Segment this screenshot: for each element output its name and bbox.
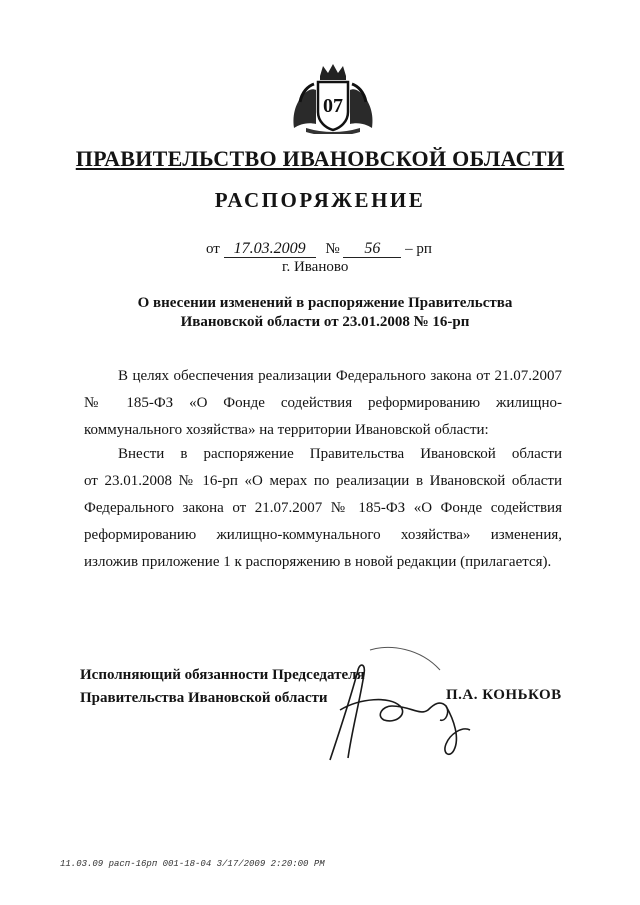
body-line: изложив приложение 1 к распоряжению в новой редакции (прилагается).	[84, 554, 552, 570]
body-line: Федерального закона от 21.07.2007 № 185-ФЗ «О Фонде содействия	[84, 500, 562, 516]
document-type-title: РАСПОРЯЖЕНИЕ	[214, 188, 426, 212]
date-prefix: от	[206, 241, 220, 257]
body-line: Внести в распоряжение Правительства Ивановской области	[118, 446, 562, 462]
signatory-name: П.А. КОНЬКОВ	[446, 687, 562, 703]
signatory-line-2: Правительства Ивановской области	[80, 690, 328, 706]
emblem-shield-text: 07	[323, 95, 343, 117]
handwritten-signature	[300, 640, 490, 770]
subject-line-2: Ивановской области от 23.01.2008 № 16-рп	[180, 314, 470, 330]
body-paragraph-1	[84, 363, 562, 444]
document-date: 17.03.2009	[224, 240, 316, 258]
government-title: ПРАВИТЕЛЬСТВО ИВАНОВСКОЙ ОБЛАСТИ	[75, 146, 565, 171]
city-name: г. Иваново	[282, 259, 349, 275]
body-line: от 23.01.2008 № 16-рп «О мерах по реализации в Ивановской области	[84, 473, 562, 489]
signatory-line-1: Исполняющий обязанности Председателя	[80, 667, 365, 683]
document-number-line	[206, 240, 432, 258]
file-footer: 11.03.09 расп-16рп 001-18-04 3/17/2009 2:20:00 PM	[60, 859, 325, 869]
number-sign: №	[325, 241, 340, 257]
body-paragraph-2	[84, 441, 562, 576]
number-suffix: – рп	[405, 241, 432, 257]
document-number: 56	[343, 240, 401, 258]
document-subject	[110, 294, 540, 332]
body-line: коммунального хозяйства» на территории Ивановской области:	[84, 422, 489, 438]
coat-of-arms-emblem	[290, 62, 376, 134]
subject-line-1: О внесении изменений в распоряжение Правительства	[137, 295, 513, 311]
body-line: реформированию жилищно-коммунального хозяйства» изменения,	[84, 527, 562, 543]
body-line: В целях обеспечения реализации Федерального закона от 21.07.2007	[118, 368, 562, 384]
body-line: № 185-ФЗ «О Фонде содействия реформированию жилищно-	[84, 395, 562, 411]
